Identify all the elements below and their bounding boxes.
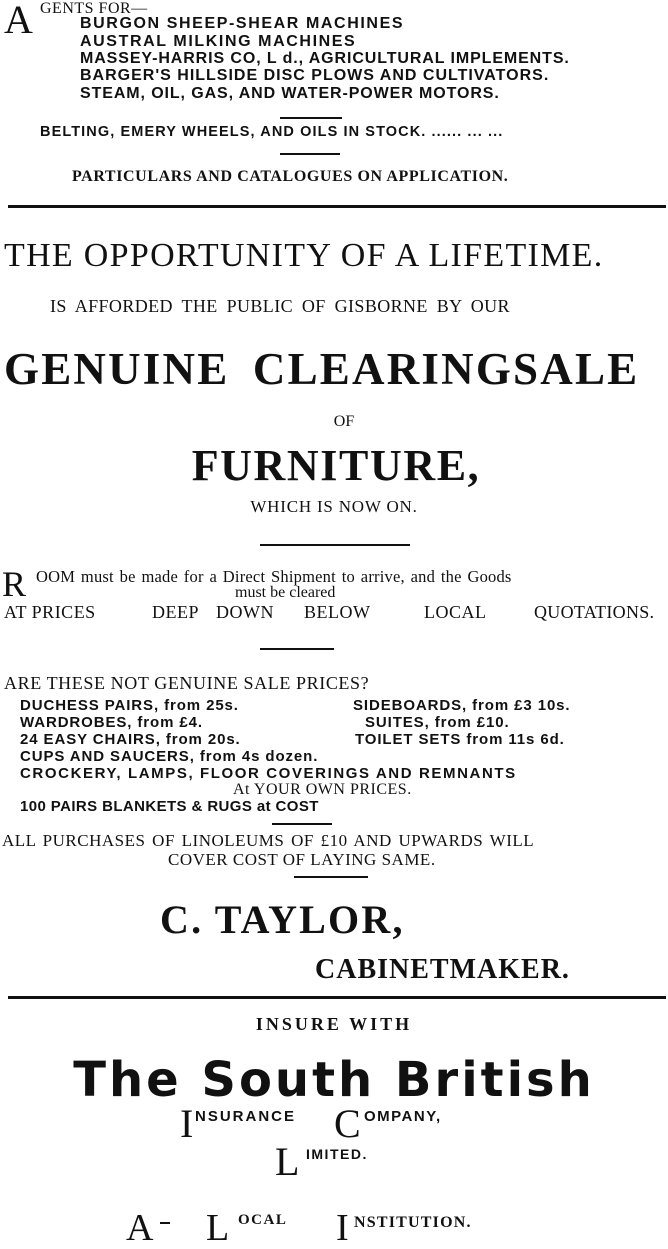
linoleum-line: ALL PURCHASES OF LINOLEUMS OF £10 AND UPWARDS WILL — [2, 831, 535, 850]
dash-mark — [160, 1222, 170, 1224]
sale-title: GENUINE CLEARINGSALE — [4, 344, 640, 394]
local-word: OCAL — [238, 1212, 288, 1228]
company-cap: C — [334, 1101, 361, 1146]
room-drop-cap: R — [2, 564, 27, 604]
stock-line: BELTING, EMERY WHEELS, AND OILS IN STOCK. ...... ... ... — [40, 124, 504, 140]
limited-word: IMITED. — [306, 1146, 368, 1162]
price-item: WARDROBES, from £4. — [20, 714, 203, 731]
prices-deep: DEEP — [152, 602, 199, 622]
your-prices: At YOUR OWN PRICES. — [233, 781, 412, 798]
particulars-line: PARTICULARS AND CATALOGUES ON APPLICATION. — [72, 168, 509, 185]
insurance-cap: I — [180, 1101, 194, 1146]
question-line: ARE THESE NOT GENUINE SALE PRICES? — [4, 673, 370, 693]
price-item: 100 PAIRS BLANKETS & RUGS at COST — [20, 798, 319, 815]
local-a: A — [126, 1207, 154, 1249]
institution-cap: I — [336, 1207, 349, 1249]
institution-word: NSTITUTION. — [354, 1214, 472, 1231]
advertiser-name: C. TAYLOR, — [160, 897, 405, 942]
limited-cap: L — [275, 1139, 300, 1184]
company-word: OMPANY, — [364, 1108, 442, 1125]
agents-intro: GENTS FOR— — [40, 0, 148, 17]
cleared-text: must be cleared — [235, 584, 336, 601]
local-cap: L — [206, 1207, 230, 1249]
advertiser-trade: CABINETMAKER. — [315, 954, 570, 985]
short-rule — [294, 876, 368, 878]
linoleum-line: COVER COST OF LAYING SAME. — [168, 850, 436, 869]
furniture-title: FURNITURE, — [191, 441, 481, 490]
price-item: TOILET SETS from 11s 6d. — [355, 731, 565, 748]
company-name: The South British — [73, 1052, 595, 1108]
short-rule — [260, 648, 334, 650]
agents-line: BURGON SHEEP-SHEAR MACHINES — [80, 15, 405, 32]
price-item: CROCKERY, LAMPS, FLOOR COVERINGS AND REMNANTS — [20, 765, 517, 782]
headline: THE OPPORTUNITY OF A LIFETIME. — [4, 237, 604, 274]
agents-line: BARGER'S HILLSIDE DISC PLOWS AND CULTIVATORS. — [80, 67, 550, 84]
prices-quotations: QUOTATIONS. — [534, 602, 655, 622]
price-item: 24 EASY CHAIRS, from 20s. — [20, 731, 241, 748]
price-item: SUITES, from £10. — [365, 714, 510, 731]
price-item: SIDEBOARDS, from £3 10s. — [353, 697, 571, 714]
section-divider — [8, 205, 666, 208]
insure-with: INSURE WITH — [255, 1014, 413, 1034]
room-text: OOM must be made for a Direct Shipment to arrive, and the Goods — [36, 567, 512, 586]
agents-line: STEAM, OIL, GAS, AND WATER-POWER MOTORS. — [80, 85, 500, 102]
prices-at: AT PRICES — [4, 602, 96, 622]
short-rule — [272, 823, 332, 825]
agents-line: MASSEY-HARRIS CO, L d., AGRICULTURAL IMPLEMENTS. — [80, 50, 570, 67]
of-word: OF — [333, 413, 355, 430]
short-rule — [280, 117, 342, 119]
section-divider — [8, 996, 666, 999]
insurance-word: NSURANCE — [195, 1108, 297, 1125]
agents-drop-cap: A — [4, 0, 33, 42]
short-rule — [280, 153, 340, 155]
prices-down: DOWN — [216, 602, 274, 622]
price-item: DUCHESS PAIRS, from 25s. — [20, 697, 239, 714]
short-rule — [260, 544, 410, 546]
agents-line: AUSTRAL MILKING MACHINES — [80, 33, 357, 50]
prices-local: LOCAL — [424, 602, 487, 622]
now-on: WHICH IS NOW ON. — [250, 497, 418, 516]
prices-below: BELOW — [304, 602, 371, 622]
subhead: IS AFFORDED THE PUBLIC OF GISBORNE BY OUR — [50, 296, 510, 316]
price-item: CUPS AND SAUCERS, from 4s dozen. — [20, 748, 319, 765]
